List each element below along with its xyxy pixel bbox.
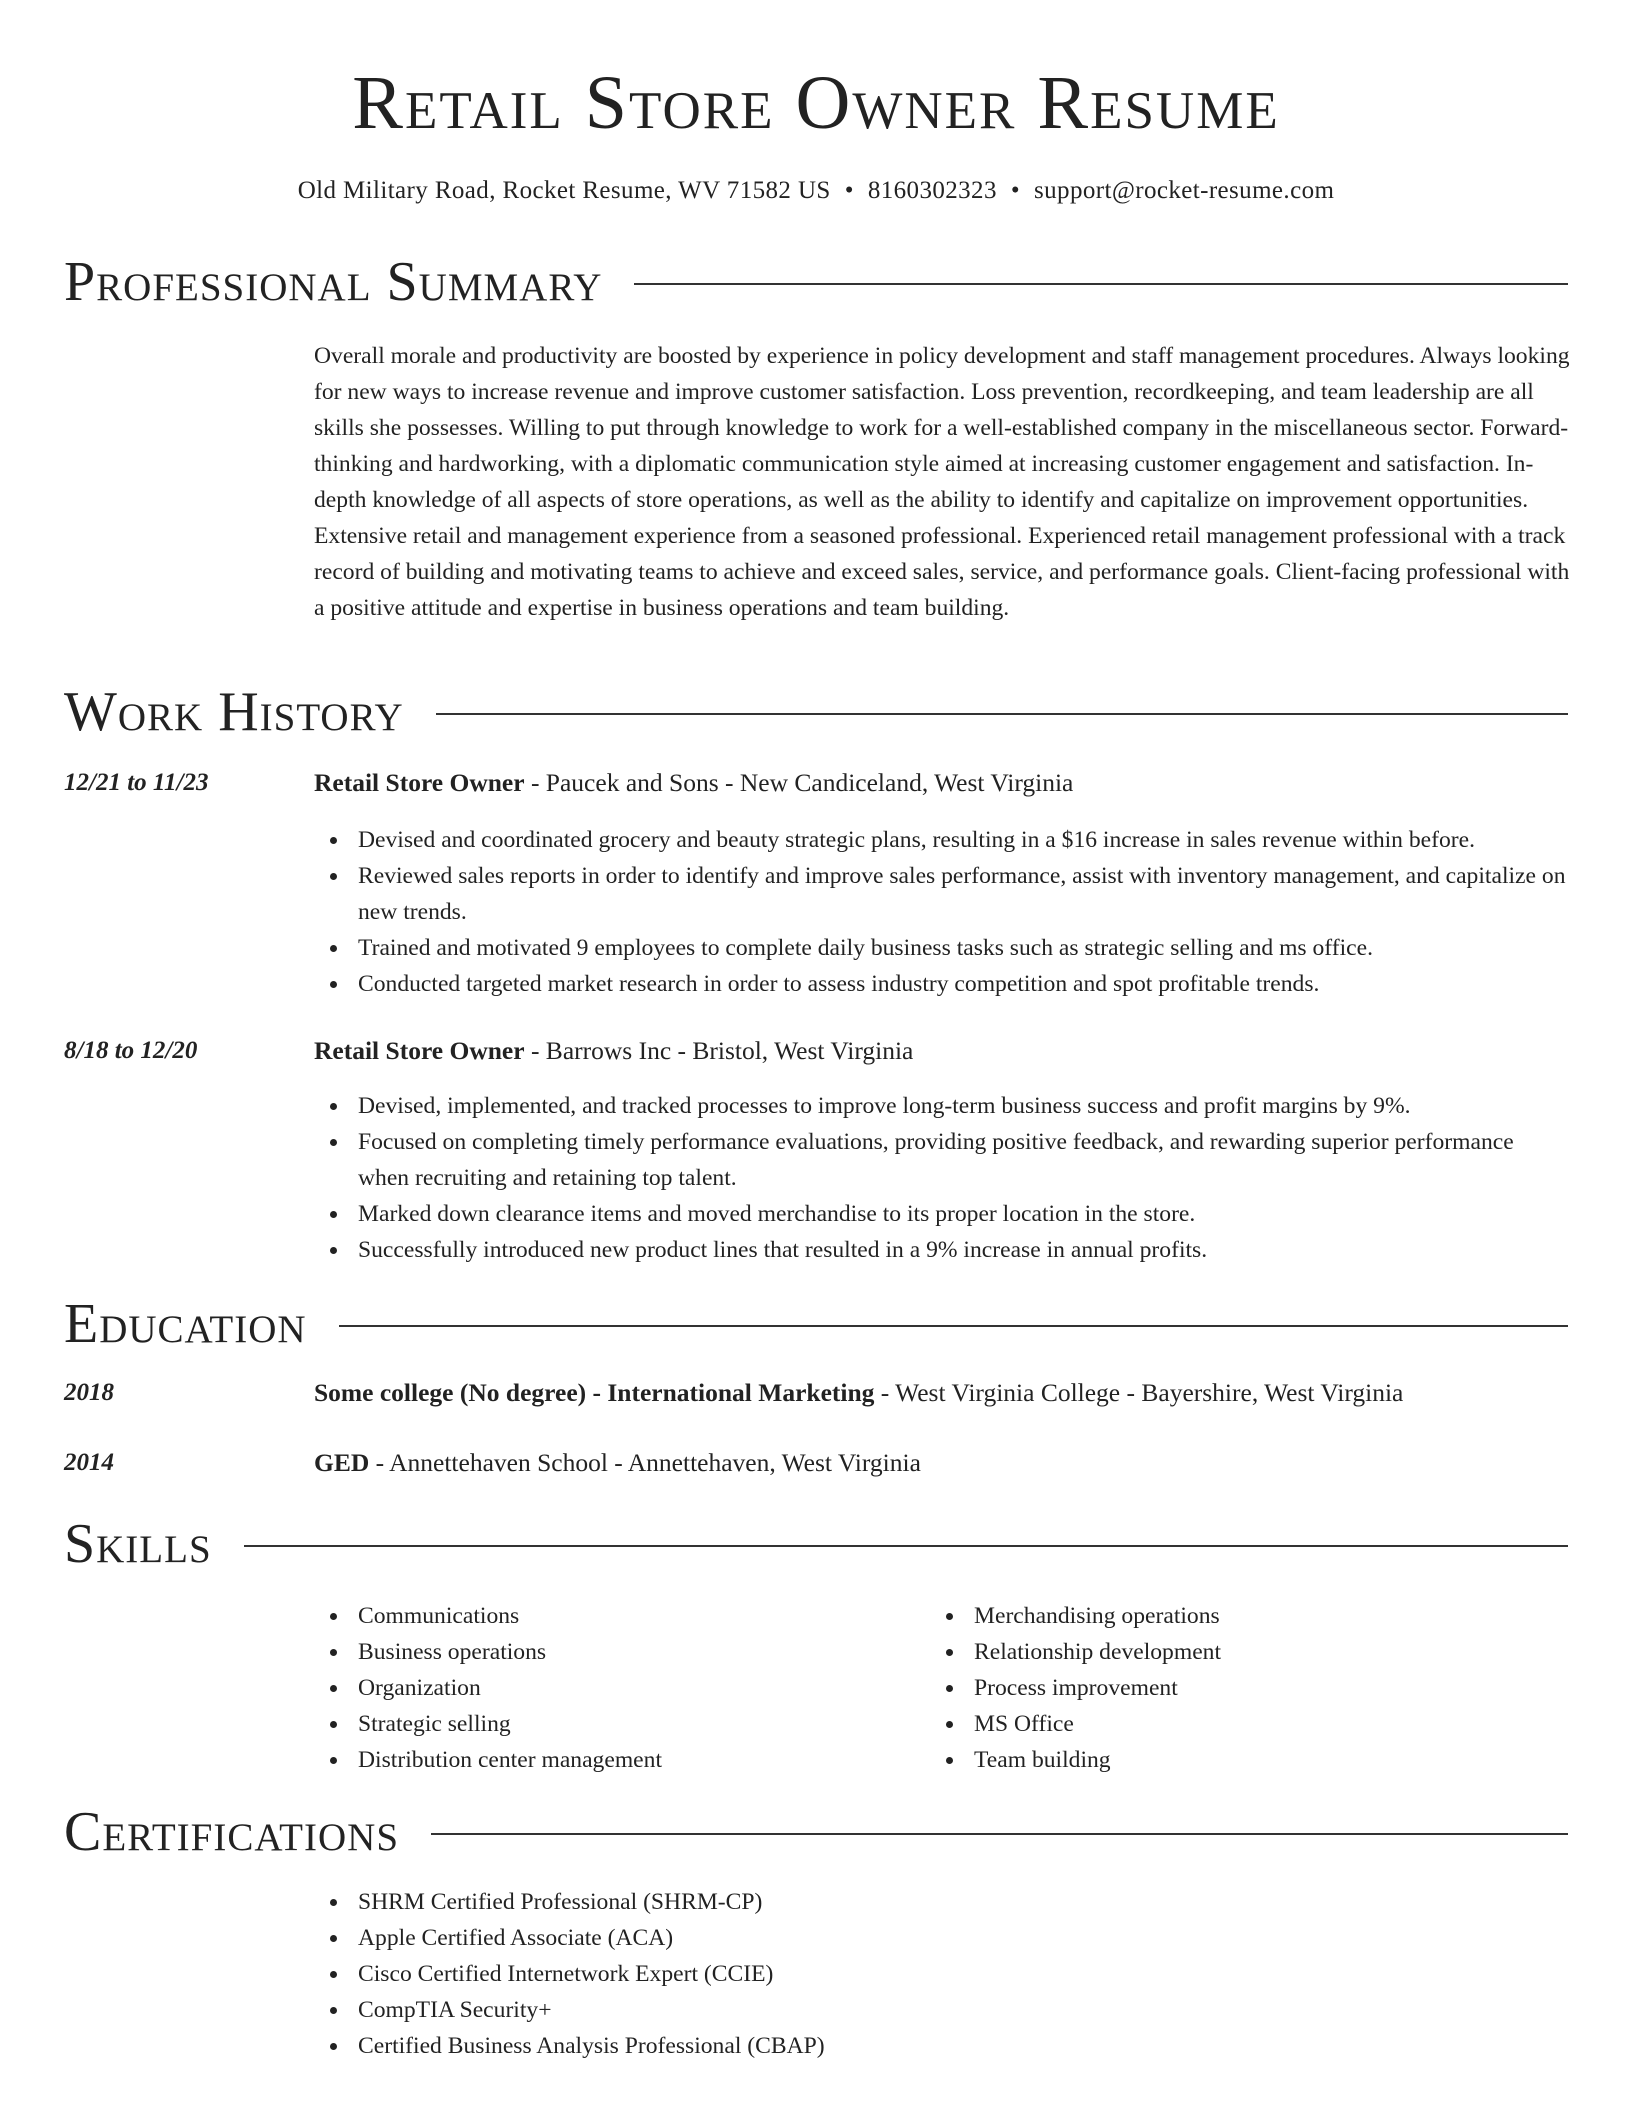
education-entry: [314, 1446, 921, 1480]
job-details: - Paucek and Sons - New Candiceland, West Virginia: [524, 768, 1074, 797]
list-item: MS Office: [974, 1706, 1632, 1742]
list-item: Certified Business Analysis Professional (CBAP): [358, 2028, 1570, 2064]
contact-phone: 8160302323: [867, 177, 997, 204]
section-heading-certifications: [64, 1800, 1568, 1864]
list-item: Successfully introduced new product lines that resulted in a 9% increase in annual profits.: [358, 1232, 1570, 1268]
job-details: - Barrows Inc - Bristol, West Virginia: [524, 1036, 914, 1065]
list-item: Strategic selling: [358, 1706, 1570, 1742]
list-item: Devised and coordinated grocery and beauty strategic plans, resulting in a $16 increase in sales revenue within before.: [358, 822, 1570, 858]
list-item: Merchandising operations: [974, 1598, 1632, 1634]
contact-separator: •: [844, 177, 854, 204]
education-details: - Annettehaven School - Annettehaven, West Virginia: [369, 1448, 921, 1477]
list-item: Team building: [974, 1742, 1632, 1778]
list-item: Communications: [358, 1598, 1570, 1634]
contact-address: Old Military Road, Rocket Resume, WV 71582 US: [297, 177, 831, 204]
list-item: CompTIA Security+: [358, 1992, 1570, 2028]
list-item: Process improvement: [974, 1670, 1632, 1706]
job-title: Retail Store Owner: [314, 768, 525, 797]
list-item: SHRM Certified Professional (SHRM-CP): [358, 1884, 1570, 1920]
education-year: 2018: [64, 1379, 114, 1406]
section-divider: [436, 713, 1568, 715]
page-title: Retail Store Owner Resume: [352, 61, 1280, 145]
list-item: Apple Certified Associate (ACA): [358, 1920, 1570, 1956]
certifications-list: [314, 1884, 1570, 2064]
list-item: Focused on completing timely performance evaluations, providing positive feedback, and rewarding superior performance when recruiting and retaining top talent.: [358, 1124, 1570, 1196]
section-divider: [431, 1833, 1568, 1835]
job-dates: 8/18 to 12/20: [64, 1037, 198, 1064]
contact-separator: •: [1010, 177, 1021, 204]
education-year: 2014: [64, 1449, 114, 1476]
list-item: Relationship development: [974, 1634, 1632, 1670]
section-title: Education: [64, 1293, 307, 1355]
education-degree: GED: [314, 1448, 370, 1477]
list-item: Trained and motivated 9 employees to complete daily business tasks such as strategic selling and ms office.: [358, 930, 1570, 966]
section-heading-work-history: [64, 680, 1568, 744]
section-title: Skills: [64, 1513, 212, 1575]
job-header: [314, 766, 1073, 800]
job-dates: 12/21 to 11/23: [64, 769, 209, 796]
section-heading-education: [64, 1292, 1568, 1356]
section-heading-summary: [64, 250, 1568, 314]
education-degree: Some college (No degree) - International Marketing: [314, 1378, 875, 1407]
section-divider: [339, 1325, 1568, 1327]
list-item: Cisco Certified Internetwork Expert (CCIE): [358, 1956, 1570, 1992]
section-divider: [244, 1545, 1568, 1547]
education-entry: [314, 1376, 1403, 1410]
section-title: Professional Summary: [64, 251, 603, 313]
section-divider: [634, 283, 1568, 285]
contact-email: support@rocket-resume.com: [1034, 177, 1335, 204]
section-title: Work History: [64, 681, 404, 743]
job-bullets: [314, 1088, 1570, 1268]
list-item: Conducted targeted market research in order to assess industry competition and spot profitable trends.: [358, 966, 1570, 1002]
education-details: - West Virginia College - Bayershire, West Virginia: [874, 1378, 1404, 1407]
contact-line: [0, 174, 1632, 208]
list-item: Distribution center management: [358, 1742, 1570, 1778]
job-title: Retail Store Owner: [314, 1036, 525, 1065]
list-item: Organization: [358, 1670, 1570, 1706]
summary-text: Overall morale and productivity are boosted by experience in policy development and staff management procedures. Always looking for new ways to increase revenue and improve customer satisfaction. Loss prevention, recordkeeping, and team leadership are all skills she possesses. Willing to put through knowledge to work for a well-established company in the miscellaneous sector. Forward-thinking and hardworking, with a diplomatic communication style aimed at increasing customer engagement and satisfaction. In-depth knowledge of all aspects of store operations, as well as the ability to identify and capitalize on improvement opportunities. Extensive retail and management experience from a seasoned professional. Experienced retail management professional with a track record of building and motivating teams to achieve and exceed sales, service, and performance goals. Client-facing professional with a positive attitude and expertise in business operations and team building.: [314, 343, 1570, 621]
list-item: Reviewed sales reports in order to identify and improve sales performance, assist with inventory management, and capitalize on new trends.: [358, 858, 1570, 930]
list-item: Devised, implemented, and tracked processes to improve long-term business success and profit margins by 9%.: [358, 1088, 1570, 1124]
list-item: Business operations: [358, 1634, 1570, 1670]
skills-list-right: [930, 1598, 1632, 1778]
list-item: Marked down clearance items and moved merchandise to its proper location in the store.: [358, 1196, 1570, 1232]
section-title: Certifications: [64, 1801, 400, 1863]
job-header: [314, 1034, 913, 1068]
job-bullets: [314, 822, 1570, 1002]
section-heading-skills: [64, 1512, 1568, 1576]
